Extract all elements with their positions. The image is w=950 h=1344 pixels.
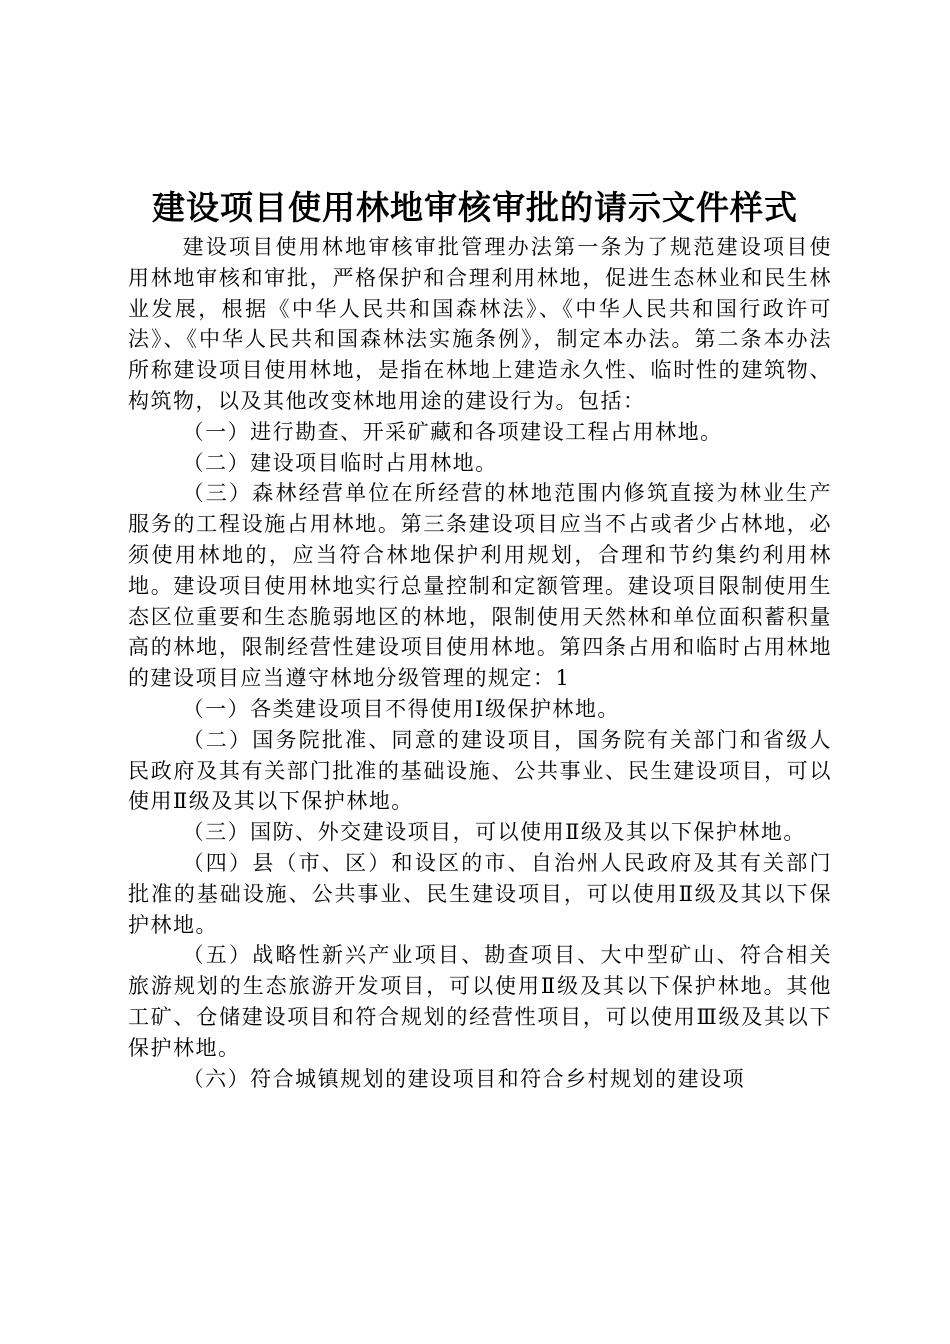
paragraph: （一）进行勘查、开采矿藏和各项建设工程占用林地。 (182, 419, 723, 444)
paragraph: （二）国务院批准、同意的建设项目，国务院有关部门和省级人民政府及其有关部门批准的基础设施、公共事业、民生建设项目，可以使用Ⅱ级及其以下保护林地。 (128, 727, 832, 814)
paragraph: 建设项目使用林地审核审批管理办法第一条为了规范建设项目使用林地审核和审批，严格保护和合理利用林地，促进生态林业和民生林业发展，根据《中华人民共和国森林法》、《中华人民共和国行政许可法》、《中华人民共和国森林法实施条例》，制定本办法。第二条本办法所称建设项目使用林地，是指在林地上建造永久性、临时性的建筑物、构筑物，以及其他改变林地用途的建设行为。包括： (128, 235, 832, 413)
paragraph: （二）建设项目临时占用林地。 (182, 450, 498, 475)
document-body (128, 232, 832, 1094)
paragraph: （四）县（市、区）和设区的市、自治州人民政府及其有关部门批准的基础设施、公共事业、民生建设项目，可以使用Ⅱ级及其以下保护林地。 (128, 850, 832, 937)
paragraph: （一）各类建设项目不得使用Ⅰ级保护林地。 (182, 696, 620, 721)
paragraph: （六）符合城镇规划的建设项目和符合乡村规划的建设项 (182, 1066, 746, 1091)
paragraph: （三）国防、外交建设项目，可以使用Ⅱ级及其以下保护林地。 (182, 820, 806, 845)
paragraph: （三）森林经营单位在所经营的林地范围内修筑直接为林业生产服务的工程设施占用林地。第三条建设项目应当不占或者少占林地，必须使用林地的，应当符合林地保护利用规划，合理和节约集约利用林地。建设项目使用林地实行总量控制和定额管理。建设项目限制使用生态区位重要和生态脆弱地区的林地，限制使用天然林和单位面积蓄积量高的林地，限制经营性建设项目使用林地。第四条占用和临时占用林地的建设项目应当遵守林地分级管理的规定：1 (128, 481, 832, 691)
paragraph: （五）战略性新兴产业项目、勘查项目、大中型矿山、符合相关旅游规划的生态旅游开发项目，可以使用Ⅱ级及其以下保护林地。其他工矿、仓储建设项目和符合规划的经营性项目，可以使用Ⅲ级及其以下保护林地。 (128, 943, 832, 1060)
document-title: 建设项目使用林地审核审批的请示文件样式 (152, 188, 798, 227)
